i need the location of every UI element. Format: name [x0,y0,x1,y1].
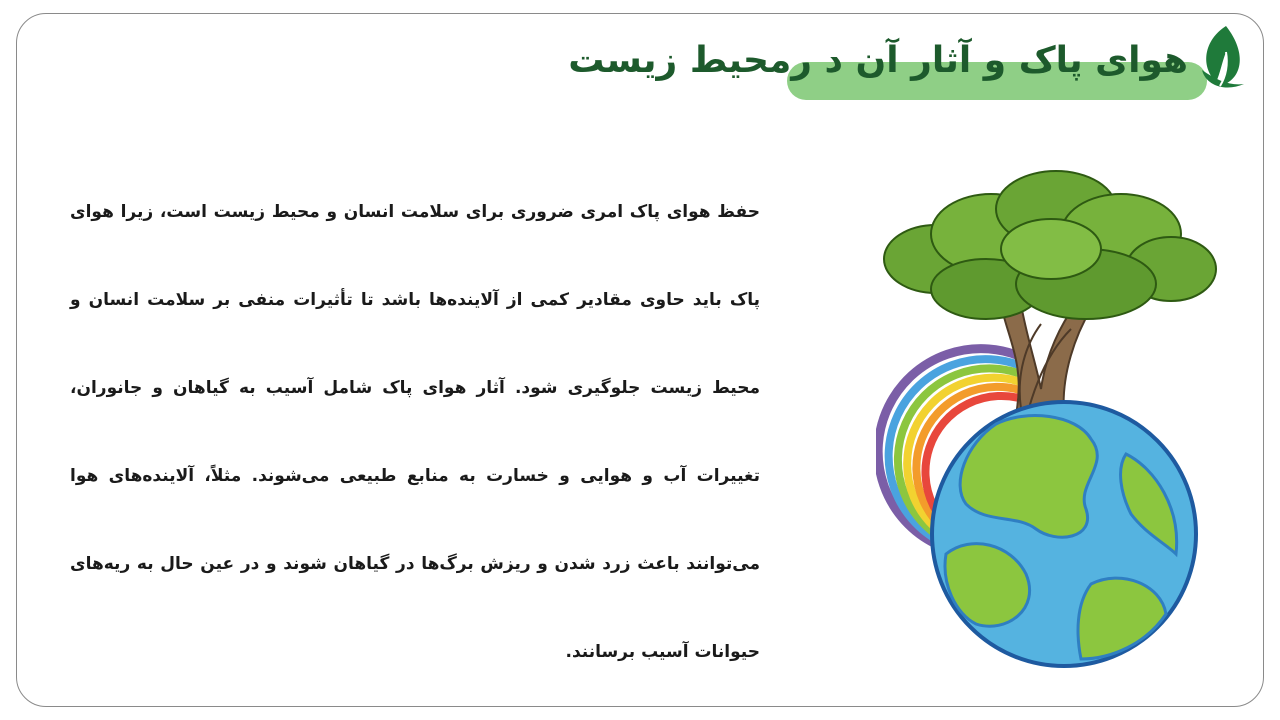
body-paragraph: حفظ هوای پاک امری ضروری برای سلامت انسان و محیط زیست است، زیرا هوای پاک باید حاوی مقادیر کمی از آلاینده‌ها باشد تا تأثیرات منفی بر سلامت انسان و محیط زیست جلوگیری شود. آثار هوای پاک شامل آسیب به گیاهان و جانوران، تغییرات آب و هوایی و خسارت به منابع طبیعی می‌شوند. مثلاً، آلاینده‌های هوا می‌توانند باعث زرد شدن و ریزش برگ‌ها در گیاهان شوند و در عین حال به ریه‌های حیوانات آسیب برسانند. [70,202,760,662]
slide-title: هوای پاک و آثار آن د رمحیط زیست [568,40,1188,81]
globe [932,402,1196,666]
tree-globe-illustration [876,164,1222,674]
tree-canopy [884,171,1216,319]
leaf-icon [1196,22,1256,92]
